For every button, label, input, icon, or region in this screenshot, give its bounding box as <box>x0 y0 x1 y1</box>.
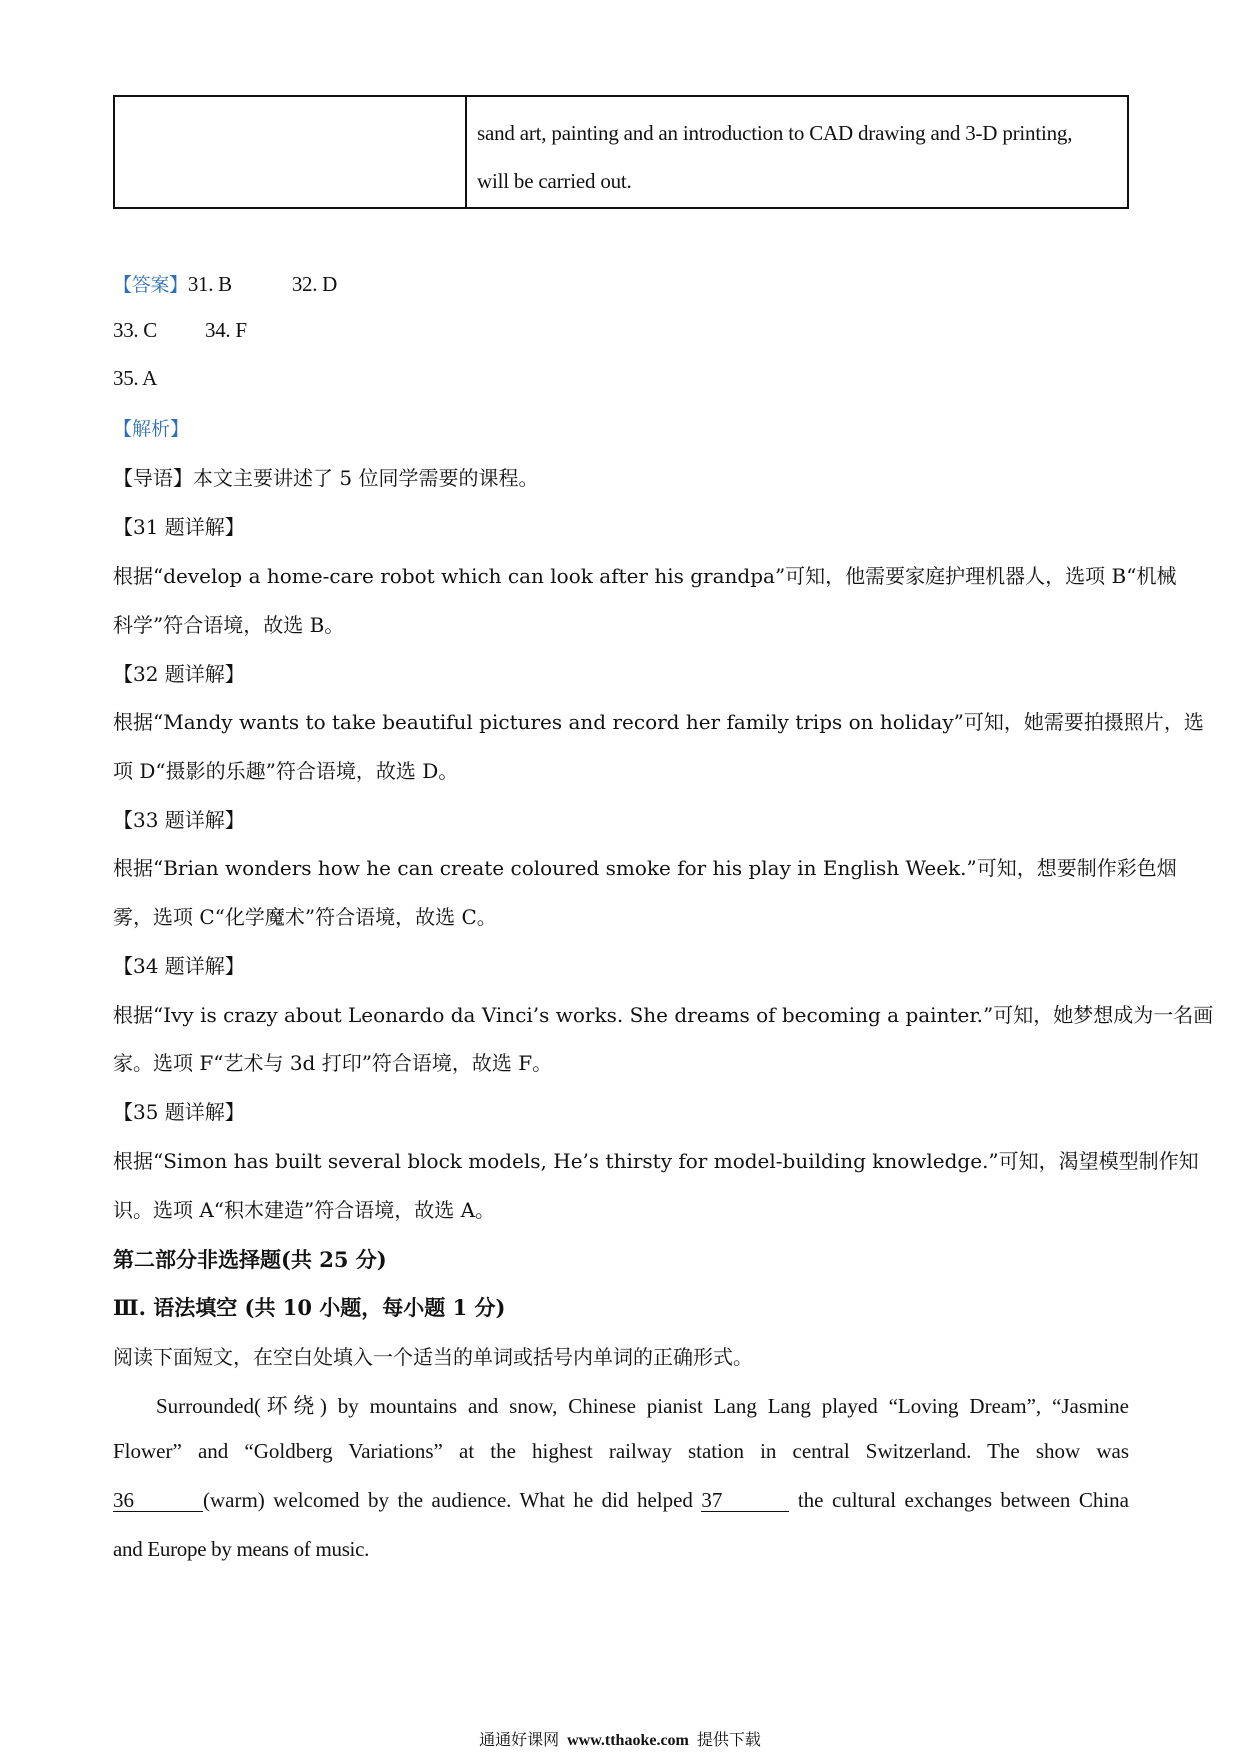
passage-text: the cultural exchanges between China <box>797 1488 1130 1512</box>
intro-line <box>113 462 1129 491</box>
answer-label: 【答案】 <box>113 274 188 296</box>
intro-text: 本文主要讲述了 5 位同学需要的课程。 <box>193 466 539 490</box>
answer-item: 33. C <box>113 318 158 342</box>
footer-left: 通通好课网 <box>479 1730 560 1749</box>
q33-heading: 【33 题详解】 <box>113 808 245 832</box>
passage-line-1: Surrounded(环绕) by mountains and snow, Chinese pianist Lang Lang played “Loving Dream”, “Jasmine <box>156 1394 1129 1418</box>
passage-line-4: and Europe by means of music. <box>113 1537 370 1561</box>
answer-item: 32. D <box>291 272 337 296</box>
q33-line2: 雾，选项 C“化学魔术”符合语境，故选 C。 <box>113 905 497 929</box>
table-cell-line: will be carried out. <box>477 169 632 193</box>
footer-right: 提供下载 <box>696 1730 761 1749</box>
answer-row-3 <box>113 366 1129 391</box>
table-cell-line: sand art, painting and an introduction to CAD drawing and 3-D printing, <box>477 121 1073 145</box>
passage-line-2: Flower” and “Goldberg Variations” at the highest railway station in central Switzerland. The show was <box>113 1439 1129 1463</box>
analysis-label: 【解析】 <box>113 418 190 440</box>
q35-heading: 【35 题详解】 <box>113 1100 245 1124</box>
q31-line1: 根据“develop a home-care robot which can look after his grandpa”可知，他需要家庭护理机器人，选项 B“机械 <box>113 564 1177 588</box>
q35-line2: 识。选项 A“积木建造”符合语境，故选 A。 <box>113 1198 496 1222</box>
q33-line1: 根据“Brian wonders how he can create coloured smoke for his play in English Week.”可知，想要制作彩色烟 <box>113 856 1177 880</box>
table-cell-right <box>467 97 1127 207</box>
answer-row-2 <box>113 318 1129 343</box>
table-cell-left <box>115 97 467 207</box>
answer-item: 35. A <box>113 366 158 390</box>
q31-heading: 【31 题详解】 <box>113 515 245 539</box>
part2-title: 第二部分非选择题(共 25 分) <box>113 1247 387 1272</box>
q34-line2: 家。选项 F“艺术与 3d 打印”符合语境，故选 F。 <box>113 1051 553 1075</box>
blank-36: 36 <box>113 1489 203 1512</box>
q31-line2: 科学”符合语境，故选 B。 <box>113 613 345 637</box>
q35-line1: 根据“Simon has built several block models, He’s thirsty for model-building knowledge.”可知，渴望模型制作知 <box>113 1149 1199 1173</box>
passage-line-3 <box>113 1488 1129 1513</box>
intro-label: 【导语】 <box>113 466 193 490</box>
page-footer <box>0 1727 1240 1750</box>
q32-line1: 根据“Mandy wants to take beautiful pictures and record her family trips on holiday”可知，她需要拍摄照片，选 <box>113 710 1204 734</box>
answer-item: 34. F <box>205 318 247 342</box>
blank-37: 37 <box>701 1489 789 1512</box>
footer-site: www.tthaoke.com <box>567 1732 689 1749</box>
table-fragment <box>113 95 1129 209</box>
answer-item: 31. B <box>187 272 232 296</box>
section-title: Ⅲ. 语法填空 (共 10 小题，每小题 1 分) <box>113 1295 506 1320</box>
section-instruction: 阅读下面短文，在空白处填入一个适当的单词或括号内单词的正确形式。 <box>113 1345 753 1369</box>
passage-text: (warm) welcomed by the audience. What he did helped <box>203 1488 693 1512</box>
answer-row-1 <box>113 270 1129 297</box>
q34-heading: 【34 题详解】 <box>113 954 245 978</box>
q32-heading: 【32 题详解】 <box>113 662 245 686</box>
q32-line2: 项 D“摄影的乐趣”符合语境，故选 D。 <box>113 759 459 783</box>
q34-line1: 根据“Ivy is crazy about Leonardo da Vinci’s works. She dreams of becoming a painter.”可知，她梦想成为一名画 <box>113 1003 1214 1027</box>
